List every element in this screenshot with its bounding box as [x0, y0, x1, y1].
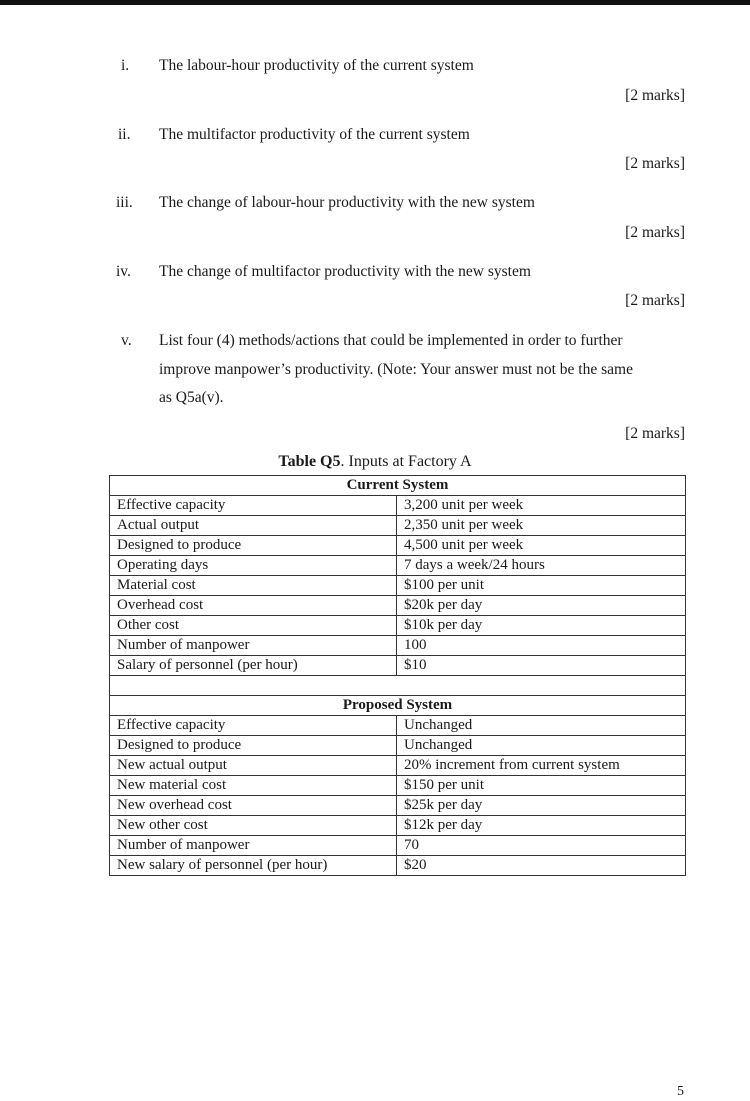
table-row: [110, 656, 686, 676]
row-label: New salary of personnel (per hour): [110, 856, 397, 876]
row-label: Number of manpower: [110, 836, 397, 856]
row-value: 20% increment from current system: [397, 756, 686, 776]
row-value: Unchanged: [397, 736, 686, 756]
question-number: v.: [121, 332, 132, 349]
row-label: New actual output: [110, 756, 397, 776]
row-value: 70: [397, 836, 686, 856]
question-number: ii.: [118, 126, 131, 143]
row-label: Designed to produce: [110, 536, 397, 556]
table-caption: [0, 453, 750, 471]
row-label: Other cost: [110, 616, 397, 636]
marks-label: [2 marks]: [625, 87, 685, 104]
table-row: [110, 576, 686, 596]
current-system-header: Current System: [110, 476, 686, 496]
row-value: $10k per day: [397, 616, 686, 636]
table-row: [110, 816, 686, 836]
row-value: $25k per day: [397, 796, 686, 816]
question-text-line-3: as Q5a(v).: [159, 389, 224, 406]
table-row: [110, 556, 686, 576]
row-value: $150 per unit: [397, 776, 686, 796]
row-value: $12k per day: [397, 816, 686, 836]
table-row: [110, 536, 686, 556]
proposed-system-header: Proposed System: [110, 696, 686, 716]
marks-label: [2 marks]: [625, 224, 685, 241]
row-value: 100: [397, 636, 686, 656]
row-label: Number of manpower: [110, 636, 397, 656]
row-label: New overhead cost: [110, 796, 397, 816]
question-number: iii.: [116, 194, 133, 211]
question-text: The change of labour-hour productivity with the new system: [159, 194, 535, 211]
row-value: $20k per day: [397, 596, 686, 616]
row-label: Overhead cost: [110, 596, 397, 616]
question-text-line-2: improve manpower’s productivity. (Note: Your answer must not be the same: [159, 361, 633, 378]
row-value: $100 per unit: [397, 576, 686, 596]
table-row: [110, 516, 686, 536]
table-row: [110, 776, 686, 796]
row-value: 4,500 unit per week: [397, 536, 686, 556]
row-label: Material cost: [110, 576, 397, 596]
table-row: [110, 496, 686, 516]
table-section-header: [110, 696, 686, 716]
question-text-line-1: List four (4) methods/actions that could be implemented in order to further: [159, 332, 623, 349]
question-text: The change of multifactor productivity with the new system: [159, 263, 531, 280]
row-label: Designed to produce: [110, 736, 397, 756]
table-row: [110, 596, 686, 616]
page-number: 5: [677, 1084, 684, 1099]
table-row: [110, 856, 686, 876]
table-row: [110, 716, 686, 736]
row-label: Effective capacity: [110, 496, 397, 516]
table-section-header: [110, 476, 686, 496]
top-border: [0, 0, 750, 5]
row-label: Actual output: [110, 516, 397, 536]
row-value: $20: [397, 856, 686, 876]
inputs-table: [109, 475, 686, 876]
marks-label: [2 marks]: [625, 292, 685, 309]
row-label: Effective capacity: [110, 716, 397, 736]
blank-cell: [110, 676, 686, 696]
table-row: [110, 636, 686, 656]
question-number: i.: [121, 57, 130, 74]
row-value: 3,200 unit per week: [397, 496, 686, 516]
row-label: New material cost: [110, 776, 397, 796]
marks-label: [2 marks]: [625, 155, 685, 172]
table-row: [110, 736, 686, 756]
row-label: Operating days: [110, 556, 397, 576]
row-value: 2,350 unit per week: [397, 516, 686, 536]
row-value: $10: [397, 656, 686, 676]
table-caption-label: Table Q5: [278, 453, 341, 470]
question-number: iv.: [116, 263, 131, 280]
row-label: Salary of personnel (per hour): [110, 656, 397, 676]
marks-label: [2 marks]: [625, 425, 685, 442]
table-row: [110, 796, 686, 816]
table-row: [110, 756, 686, 776]
row-value: 7 days a week/24 hours: [397, 556, 686, 576]
table-row: [110, 616, 686, 636]
row-label: New other cost: [110, 816, 397, 836]
table-spacer-row: [110, 676, 686, 696]
question-text: The multifactor productivity of the current system: [159, 126, 470, 143]
table-caption-text: . Inputs at Factory A: [340, 453, 472, 470]
question-text: The labour-hour productivity of the current system: [159, 57, 474, 74]
table-row: [110, 836, 686, 856]
row-value: Unchanged: [397, 716, 686, 736]
